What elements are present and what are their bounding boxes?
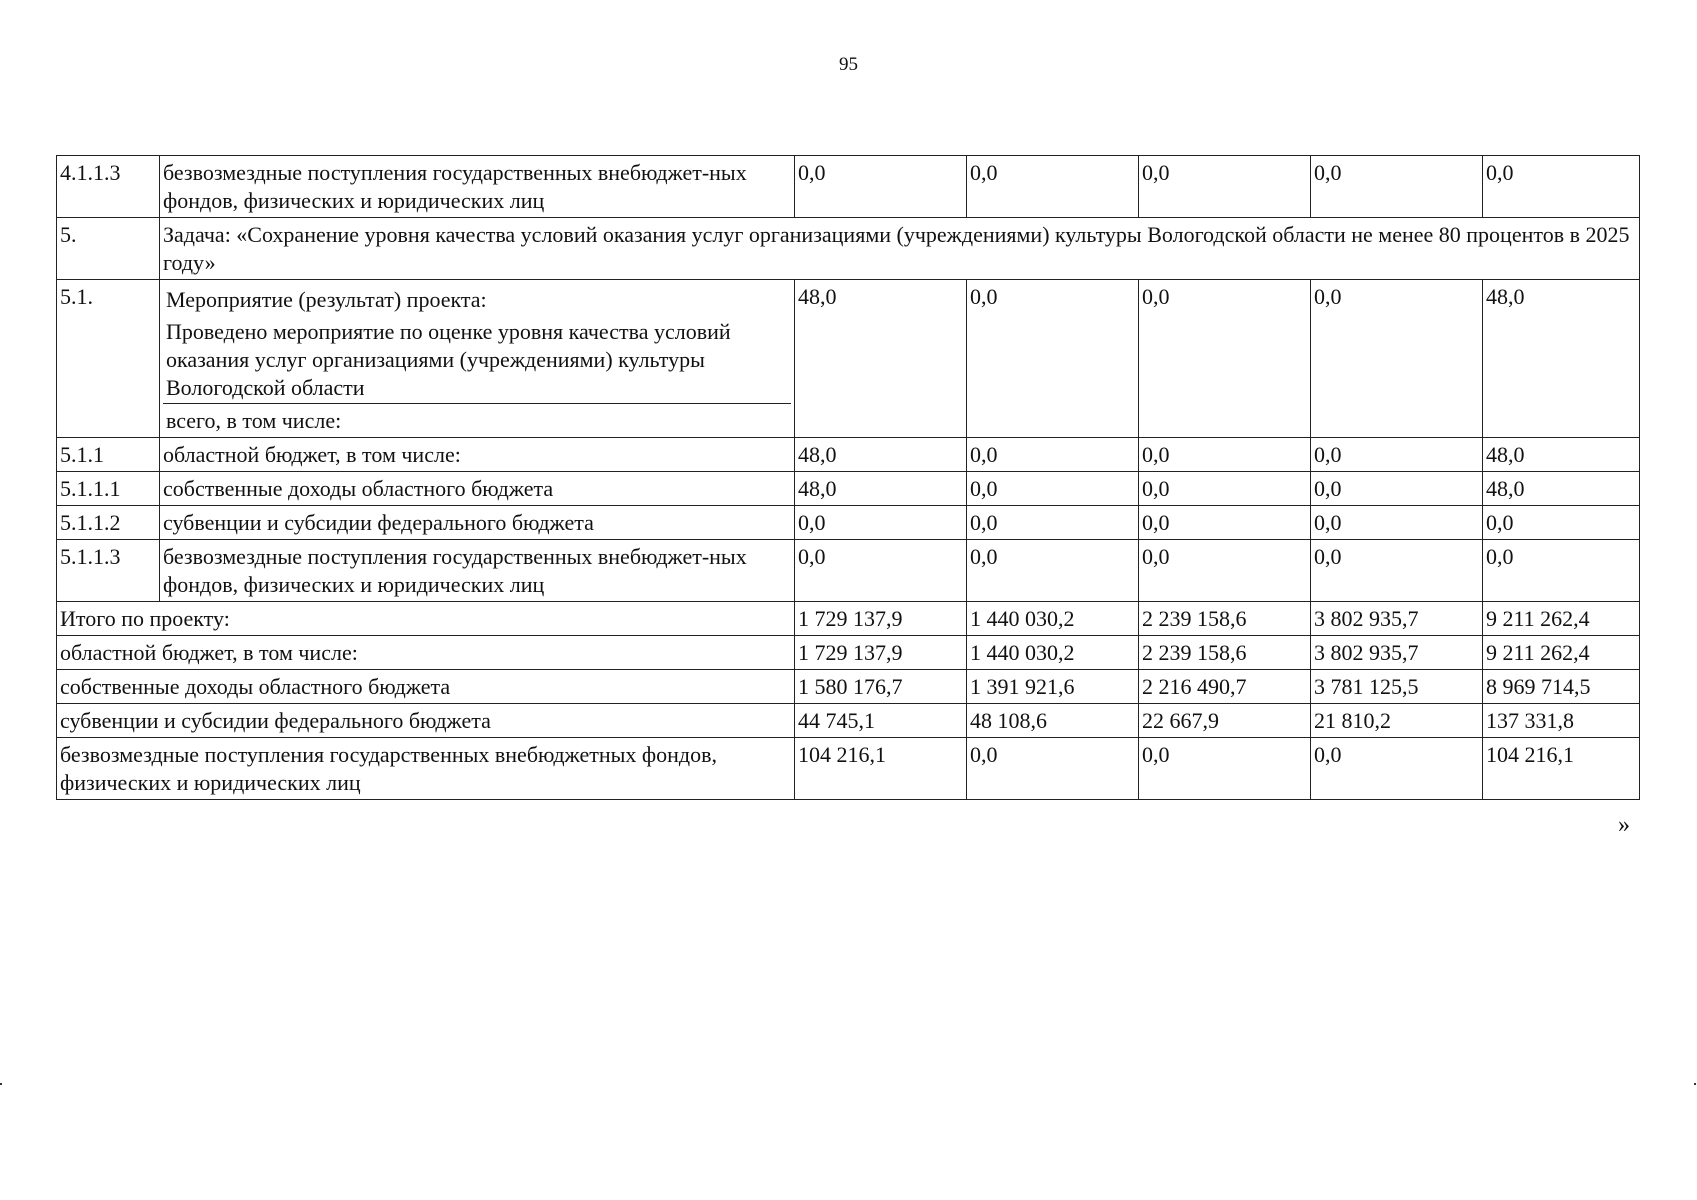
total-value: 104 216,1 — [795, 738, 967, 800]
total-value: 1 391 921,6 — [967, 670, 1139, 704]
value-cell: 0,0 — [1483, 540, 1640, 602]
value-cell: 0,0 — [1139, 506, 1311, 540]
total-value: 0,0 — [1311, 738, 1483, 800]
row-label: безвозмездные поступления государственных внебюджет-ных фондов, физических и юридических лиц — [160, 156, 795, 218]
value-cell: 0,0 — [795, 156, 967, 218]
table-row — [57, 506, 1640, 540]
value-cell: 48,0 — [795, 438, 967, 472]
measure-description: Проведено мероприятие по оценке уровня качества условий оказания услуг организациями (учреждениями) культуры Вологодской области — [163, 315, 791, 404]
row-label: безвозмездные поступления государственных внебюджет-ных фондов, физических и юридических лиц — [160, 540, 795, 602]
total-value: 9 211 262,4 — [1483, 636, 1640, 670]
value-cell: 48,0 — [1483, 472, 1640, 506]
total-row — [57, 670, 1640, 704]
row-code: 5.1.1.2 — [57, 506, 160, 540]
measure-code: 5.1. — [57, 280, 160, 438]
value-cell: 0,0 — [1483, 506, 1640, 540]
value-cell: 0,0 — [1139, 472, 1311, 506]
total-label: Итого по проекту: — [57, 602, 795, 636]
value-cell: 0,0 — [1311, 438, 1483, 472]
value-cell: 0,0 — [967, 156, 1139, 218]
value-cell: 0,0 — [967, 506, 1139, 540]
table-row — [57, 472, 1640, 506]
measure-row — [57, 280, 1640, 438]
row-label: субвенции и субсидии федерального бюджета — [160, 506, 795, 540]
total-value: 8 969 714,5 — [1483, 670, 1640, 704]
total-value: 44 745,1 — [795, 704, 967, 738]
total-value: 2 239 158,6 — [1139, 636, 1311, 670]
total-row — [57, 704, 1640, 738]
value-cell: 0,0 — [1139, 540, 1311, 602]
row-label: областной бюджет, в том числе: — [160, 438, 795, 472]
row-code: 5.1.1 — [57, 438, 160, 472]
total-row — [57, 602, 1640, 636]
table-row — [57, 156, 1640, 218]
total-value: 1 729 137,9 — [795, 636, 967, 670]
total-value: 3 781 125,5 — [1311, 670, 1483, 704]
measure-total-label: всего, в том числе: — [166, 408, 342, 433]
task-label: Задача: «Сохранение уровня качества условий оказания услуг организациями (учреждениями) культуры Вологодской области не менее 80 процентов в 2025 году» — [160, 218, 1640, 280]
task-row — [57, 218, 1640, 280]
value-cell: 0,0 — [1139, 438, 1311, 472]
total-value: 1 440 030,2 — [967, 636, 1139, 670]
row-code: 5.1.1.3 — [57, 540, 160, 602]
total-label: безвозмездные поступления государственных внебюджетных фондов, физических и юридических лиц — [57, 738, 795, 800]
scan-mark-right — [1694, 1083, 1696, 1085]
task-code: 5. — [57, 218, 160, 280]
total-value: 2 239 158,6 — [1139, 602, 1311, 636]
value-cell: 0,0 — [1311, 506, 1483, 540]
total-label: областной бюджет, в том числе: — [57, 636, 795, 670]
value-cell: 0,0 — [967, 438, 1139, 472]
row-label: собственные доходы областного бюджета — [160, 472, 795, 506]
total-value: 0,0 — [1139, 738, 1311, 800]
value-cell: 0,0 — [1483, 156, 1640, 218]
value-cell: 0,0 — [795, 540, 967, 602]
total-value: 1 580 176,7 — [795, 670, 967, 704]
table-row — [57, 438, 1640, 472]
measure-title: Мероприятие (результат) проекта: — [166, 287, 487, 312]
total-value: 1 440 030,2 — [967, 602, 1139, 636]
measure-label-cell — [160, 280, 795, 438]
total-value: 21 810,2 — [1311, 704, 1483, 738]
value-cell: 0,0 — [1311, 540, 1483, 602]
value-cell: 48,0 — [795, 280, 967, 438]
page-number: 95 — [839, 54, 858, 75]
value-cell: 0,0 — [1311, 472, 1483, 506]
total-value: 3 802 935,7 — [1311, 636, 1483, 670]
total-row — [57, 636, 1640, 670]
value-cell: 48,0 — [795, 472, 967, 506]
total-value: 104 216,1 — [1483, 738, 1640, 800]
budget-table — [56, 155, 1640, 800]
value-cell: 0,0 — [967, 472, 1139, 506]
value-cell: 0,0 — [967, 280, 1139, 438]
total-value: 2 216 490,7 — [1139, 670, 1311, 704]
total-value: 22 667,9 — [1139, 704, 1311, 738]
value-cell: 0,0 — [1139, 280, 1311, 438]
total-value: 9 211 262,4 — [1483, 602, 1640, 636]
total-value: 1 729 137,9 — [795, 602, 967, 636]
row-code: 5.1.1.1 — [57, 472, 160, 506]
value-cell: 0,0 — [967, 540, 1139, 602]
total-row — [57, 738, 1640, 800]
closing-quote: » — [1618, 812, 1630, 838]
value-cell: 0,0 — [795, 506, 967, 540]
value-cell: 48,0 — [1483, 438, 1640, 472]
total-value: 48 108,6 — [967, 704, 1139, 738]
value-cell: 0,0 — [1139, 156, 1311, 218]
total-value: 137 331,8 — [1483, 704, 1640, 738]
total-value: 3 802 935,7 — [1311, 602, 1483, 636]
table-row — [57, 540, 1640, 602]
total-label: собственные доходы областного бюджета — [57, 670, 795, 704]
total-value: 0,0 — [967, 738, 1139, 800]
value-cell: 0,0 — [1311, 156, 1483, 218]
value-cell: 0,0 — [1311, 280, 1483, 438]
value-cell: 48,0 — [1483, 280, 1640, 438]
scan-mark-left — [0, 1083, 2, 1085]
row-code: 4.1.1.3 — [57, 156, 160, 218]
total-label: субвенции и субсидии федерального бюджета — [57, 704, 795, 738]
